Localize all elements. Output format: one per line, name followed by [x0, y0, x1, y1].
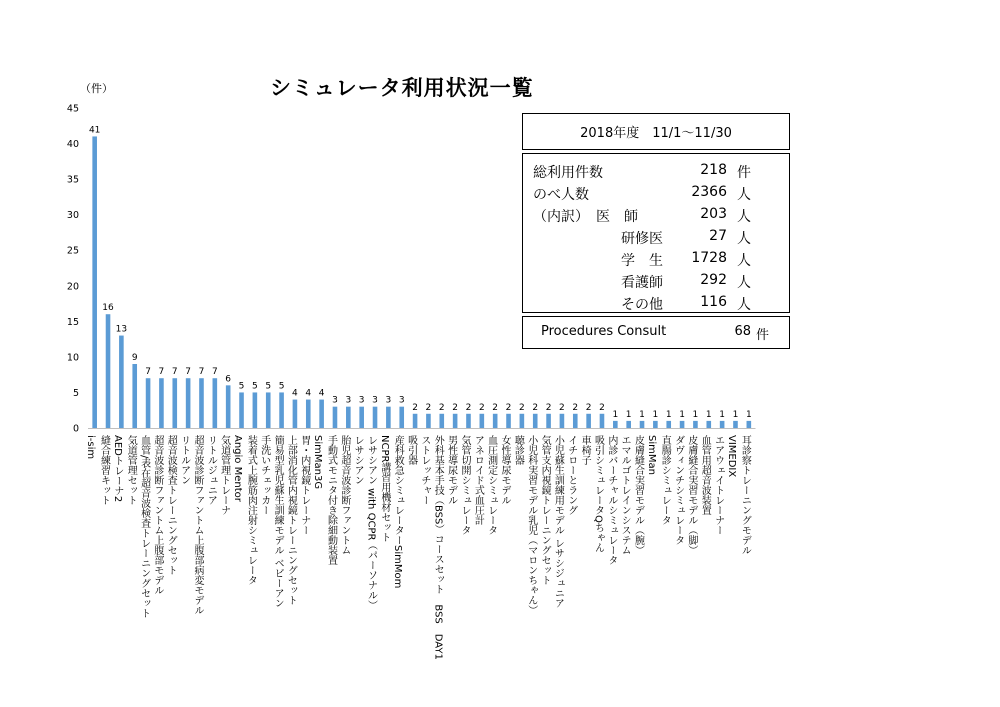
data-label: 2 [438, 402, 445, 413]
data-label: 1 [692, 409, 699, 420]
category-label: 手動式モニタ付き除細動装置 [325, 435, 337, 565]
category-label: レサシアン with QCPR（パーソナル） [365, 435, 377, 611]
bar [653, 421, 658, 428]
procedures-value: 68 [734, 324, 751, 339]
stat-unit: 人 [737, 297, 751, 313]
bar [613, 421, 618, 428]
bar [253, 392, 258, 428]
data-label: 2 [585, 402, 592, 413]
bar [706, 421, 711, 428]
bar [480, 414, 485, 428]
stat-unit: 人 [737, 231, 751, 247]
bar [226, 385, 231, 428]
data-label: 4 [318, 388, 325, 399]
y-axis-unit-label: （件） [80, 82, 113, 95]
stat-row-students [523, 250, 789, 270]
period-box [522, 113, 790, 150]
data-label: 9 [131, 353, 138, 363]
y-tick-label: 0 [72, 423, 79, 435]
data-label: 2 [412, 402, 418, 413]
category-label: 小児蘇生訓練用モデル レサシジュニア [552, 435, 564, 609]
category-label: リトルアン [178, 435, 190, 485]
bar [359, 407, 364, 428]
page-title: シミュレータ利用状況一覧 [270, 76, 534, 100]
category-label: i-sim [85, 435, 97, 460]
category-label: SimMan [645, 435, 657, 475]
data-label: 3 [332, 395, 338, 406]
bar [720, 421, 725, 428]
stat-value: 203 [700, 206, 727, 222]
bar [319, 400, 324, 428]
data-label: 1 [719, 409, 725, 420]
bar [106, 314, 111, 428]
data-label: 7 [185, 367, 191, 378]
bar [279, 392, 284, 428]
data-label: 3 [398, 395, 405, 406]
data-label: 2 [465, 402, 472, 413]
bar [573, 414, 578, 428]
category-label: アネロイド式血圧計 [472, 435, 484, 525]
data-label: 2 [559, 402, 565, 413]
data-label: 16 [102, 303, 114, 314]
y-tick-label: 45 [66, 103, 79, 115]
data-label: 3 [345, 395, 352, 406]
category-label: 血管/表在超音波検査トレーニングセット [138, 435, 150, 619]
bar [453, 414, 458, 428]
category-label: 血圧測定シミュレータ [485, 435, 497, 535]
stat-unit: 人 [737, 209, 751, 225]
data-label: 3 [385, 395, 392, 406]
data-label: 2 [478, 402, 485, 413]
y-tick-label: 40 [66, 139, 79, 151]
bar [199, 378, 204, 428]
data-label: 7 [158, 367, 165, 378]
bar [586, 414, 591, 428]
stat-unit: 人 [737, 275, 751, 291]
stat-row-total-uses [523, 162, 789, 182]
bar [600, 414, 605, 428]
bar [306, 400, 311, 428]
stat-label: （内訳） 医 師 [533, 209, 638, 225]
data-label: 5 [278, 381, 285, 392]
bar [346, 407, 351, 428]
stat-row-doctors [523, 206, 789, 226]
bar [733, 421, 738, 428]
bar [466, 414, 471, 428]
y-tick-label: 25 [66, 245, 79, 257]
category-label: 胎児超音波診断ファントム [338, 435, 350, 555]
data-label: 1 [612, 409, 619, 420]
category-label: レサシアン [352, 435, 364, 485]
bar [386, 407, 391, 428]
data-label: 2 [505, 402, 512, 413]
data-label: 2 [519, 402, 525, 413]
category-label: 耳診察トレーニングモデル [739, 435, 751, 555]
data-label: 5 [252, 381, 258, 392]
data-label: 41 [88, 125, 101, 136]
bar [506, 414, 511, 428]
data-label: 6 [225, 374, 232, 385]
bar [186, 378, 191, 428]
category-label: 簡易型乳児蘇生訓練モデル ベビーアン [272, 435, 284, 609]
bar [413, 414, 418, 428]
data-label: 5 [265, 381, 272, 392]
bar [626, 421, 631, 428]
data-label: 2 [545, 402, 552, 413]
data-label: 1 [705, 409, 712, 420]
bar [520, 414, 525, 428]
category-label: 小児科実習モデル乳児（マロンちゃん） [525, 435, 537, 615]
bar [640, 421, 645, 428]
data-label: 2 [572, 402, 579, 413]
stat-row-nurses [523, 272, 789, 292]
bar [172, 378, 177, 428]
stat-value: 27 [709, 228, 727, 244]
data-label: 3 [372, 395, 378, 406]
bar [680, 421, 685, 428]
data-label: 2 [425, 402, 432, 413]
category-label: 上部消化管内視鏡トレーニングセット [285, 435, 297, 605]
data-label: 7 [171, 367, 178, 378]
category-label: 超音波診断ファントム上腹部病変モデル [191, 435, 203, 615]
procedures-unit: 件 [756, 328, 770, 343]
data-label: 1 [665, 409, 672, 420]
data-label: 1 [625, 409, 632, 420]
stat-unit: 人 [737, 187, 751, 203]
stat-row-residents [523, 228, 789, 248]
bar [426, 414, 431, 428]
category-label: 吸引器 [405, 435, 417, 465]
bar [159, 378, 164, 428]
stat-value: 1728 [691, 250, 727, 266]
bar [92, 136, 97, 428]
y-tick-label: 30 [66, 210, 79, 222]
category-label: 血管用超音波装置 [699, 435, 711, 515]
stat-unit: 件 [737, 165, 751, 181]
bar [373, 407, 378, 428]
bar [213, 378, 218, 428]
bar [666, 421, 671, 428]
procedures-consult-box [522, 316, 790, 349]
data-label: 7 [145, 367, 151, 378]
stat-row-total-people [523, 184, 789, 204]
category-label: Angio Mentor [232, 435, 244, 502]
category-label: エマルゴトレインシステム [619, 435, 631, 555]
data-label: 4 [292, 388, 298, 399]
data-label: 1 [639, 409, 645, 420]
category-label: 男性導尿モデル [445, 435, 457, 505]
category-label: 内診バーチャルシミュレータ [605, 435, 617, 565]
y-tick-label: 35 [66, 174, 79, 186]
category-label: SimMan3G [312, 435, 324, 490]
category-label: 皮膚縫合実習モデル（腕） [632, 435, 644, 555]
data-label: 7 [198, 367, 205, 378]
data-label: 2 [492, 402, 499, 413]
stat-row-others [523, 294, 789, 314]
stat-label: 学 生 [621, 253, 663, 269]
stat-value: 292 [700, 272, 727, 288]
stat-label: 看護師 [621, 275, 663, 291]
data-label: 2 [599, 402, 605, 413]
category-label: 気管支内視鏡トレーニングセット [539, 435, 551, 585]
category-label: 車椅子 [579, 435, 591, 465]
y-tick-label: 5 [72, 387, 79, 399]
bar [119, 336, 124, 428]
category-label: 産科救急シミュレーターSimMom [392, 435, 404, 589]
data-label: 1 [745, 409, 752, 420]
category-label: 皮膚縫合実習モデル（脚） [685, 435, 697, 555]
period-text: 2018年度 11/1〜11/30 [580, 126, 732, 141]
stat-value: 218 [700, 162, 727, 178]
y-tick-label: 10 [66, 352, 79, 364]
data-label: 5 [238, 381, 245, 392]
category-label: 気管切開シミュレータ [458, 435, 470, 535]
category-label: エアウェイトレーナー [712, 435, 724, 535]
category-label: 女性導尿モデル [499, 435, 511, 505]
bar [146, 378, 151, 428]
stat-value: 116 [700, 294, 727, 310]
category-label: ストレッチャー [418, 435, 430, 505]
stats-box [522, 153, 790, 313]
y-tick-label: 20 [66, 281, 79, 293]
category-label: 気道管理セット [125, 435, 137, 505]
procedures-label: Procedures Consult [541, 324, 667, 339]
stat-label: のべ人数 [533, 187, 589, 203]
bar [533, 414, 538, 428]
data-label: 1 [652, 409, 659, 420]
bar [399, 407, 404, 428]
bar [239, 392, 244, 428]
data-label: 4 [305, 388, 312, 399]
category-label: 気道管理トレーナ [218, 435, 230, 515]
stat-label: その他 [621, 297, 663, 313]
data-label: 13 [115, 324, 128, 335]
bar [293, 400, 298, 428]
category-label: VIMEDIX [725, 435, 737, 478]
category-label: 装着式上腕筋肉注射シミュレータ [245, 435, 257, 585]
bar [333, 407, 338, 428]
bar [266, 392, 271, 428]
category-label: ダヴィンチシミュレータ [672, 435, 684, 545]
data-label: 2 [532, 402, 539, 413]
stat-unit: 人 [737, 253, 751, 269]
y-tick-label: 15 [66, 316, 79, 328]
category-label: 聴診器 [512, 435, 524, 465]
data-label: 3 [358, 395, 365, 406]
category-label: イチローとラング [565, 435, 577, 515]
stat-label: 研修医 [621, 231, 663, 247]
bar [546, 414, 551, 428]
bar [560, 414, 565, 428]
category-label: NCPR講習用機材セット [378, 435, 390, 543]
data-label: 1 [679, 409, 685, 420]
category-label: 外科基本手技（BSS）コースセット BSS DAY1 [432, 435, 444, 660]
category-label: 超音波診断ファントム上腹部モデル [151, 435, 163, 595]
bar [132, 364, 137, 428]
category-label: 手洗いチェッカー [258, 435, 270, 515]
stat-value: 2366 [691, 184, 727, 200]
data-label: 2 [452, 402, 458, 413]
bar [493, 414, 498, 428]
bar [693, 421, 698, 428]
category-label: リトルジュニア [205, 435, 217, 505]
category-label: 縫合練習キット [98, 435, 110, 505]
category-label: 直腸診シミュレータ [659, 435, 671, 525]
bar [747, 421, 752, 428]
stat-label: 総利用件数 [533, 165, 603, 181]
category-label: AEDトレーナ2 [111, 435, 123, 503]
category-label: 胃・内視鏡トレーナー [298, 435, 310, 535]
category-label: 超音波検査トレーニングセット [165, 435, 177, 575]
category-label: 吸引シミュレータQちゃん [592, 435, 604, 553]
data-label: 7 [211, 367, 218, 378]
data-label: 1 [732, 409, 739, 420]
bar [439, 414, 444, 428]
